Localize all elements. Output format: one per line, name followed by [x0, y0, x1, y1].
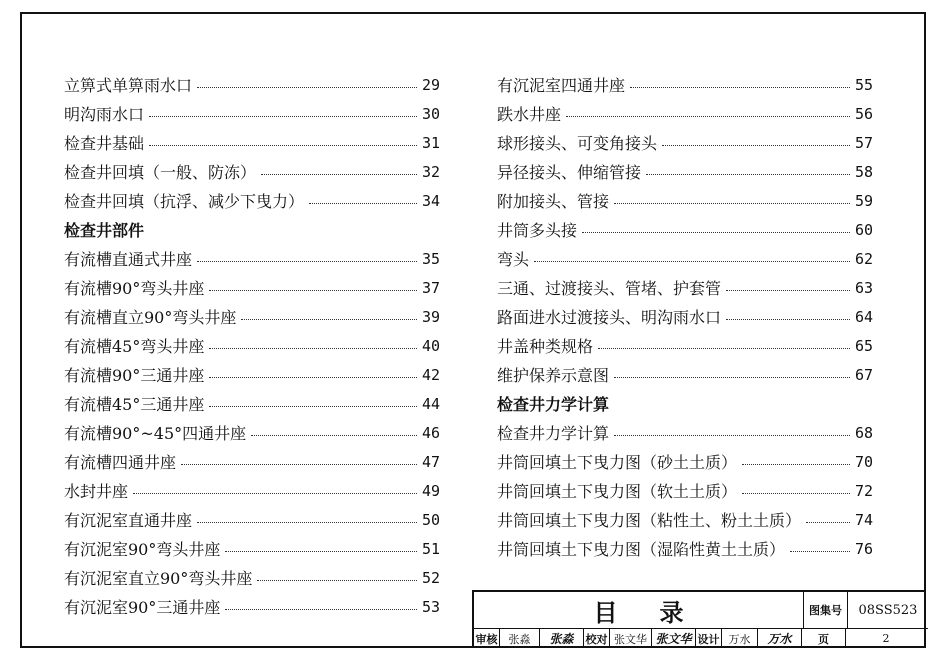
toc-leader-dots [209, 348, 417, 349]
toc-entry-page: 53 [421, 597, 440, 616]
toc-entry-title: 检查井基础 [64, 134, 145, 153]
toc-leader-dots [598, 348, 850, 349]
toc-entry-page: 67 [854, 365, 873, 384]
toc-leader-dots [149, 145, 417, 146]
design-label: 设计 [696, 629, 722, 648]
toc-entry-title: 有流槽90°~45°四通井座 [64, 424, 247, 443]
toc-entry-page: 76 [854, 539, 873, 558]
toc-entry-page: 62 [854, 249, 873, 268]
toc-entry-title: 井盖种类规格 [497, 337, 594, 356]
toc-entry[interactable] [497, 331, 873, 360]
toc-entry-page: 47 [421, 452, 440, 471]
toc-entry[interactable] [64, 447, 440, 476]
toc-entry-page: 57 [854, 133, 873, 152]
toc-entry[interactable] [64, 99, 440, 128]
toc-entry-title: 有流槽90°弯头井座 [64, 279, 205, 298]
toc-entry-title: 井筒回填土下曳力图（砂土土质） [497, 453, 738, 472]
toc-entry[interactable] [497, 99, 873, 128]
toc-entry-page: 37 [421, 278, 440, 297]
designer-name: 万水 [722, 629, 758, 648]
toc-leader-dots [726, 290, 850, 291]
toc-entry-title: 检查井部件 [64, 221, 145, 240]
toc-entry-page: 30 [421, 104, 440, 123]
toc-entry[interactable] [497, 302, 873, 331]
atlas-number: 08SS523 [848, 592, 928, 629]
toc-leader-dots [790, 551, 850, 552]
toc-entry[interactable] [64, 302, 440, 331]
toc-entry-title: 明沟雨水口 [64, 105, 145, 124]
toc-leader-dots [181, 464, 417, 465]
title-block [472, 590, 926, 648]
toc-leader-dots [742, 493, 850, 494]
checker-signature: 张文华 [652, 629, 696, 648]
toc-entry-page: 46 [421, 423, 440, 442]
toc-leader-dots [806, 522, 850, 523]
toc-entry[interactable] [64, 128, 440, 157]
toc-entry[interactable] [497, 360, 873, 389]
toc-entry-title: 立箅式单箅雨水口 [64, 76, 193, 95]
checker-name: 张文华 [610, 629, 652, 648]
toc-entry-title: 三通、过渡接头、管堵、护套管 [497, 279, 722, 298]
toc-entry-title: 附加接头、管接 [497, 192, 610, 211]
toc-leader-dots [257, 580, 417, 581]
toc-entry[interactable] [497, 273, 873, 302]
toc-entry-page: 72 [854, 481, 873, 500]
toc-entry[interactable] [497, 476, 873, 505]
toc-entry[interactable] [64, 534, 440, 563]
toc-entry[interactable] [497, 186, 873, 215]
toc-entry[interactable] [64, 476, 440, 505]
toc-leader-dots [614, 377, 850, 378]
toc-leader-dots [630, 87, 850, 88]
toc-entry-page: 51 [421, 539, 440, 558]
toc-entry-page: 74 [854, 510, 873, 529]
toc-entry-page: 60 [854, 220, 873, 239]
toc-entry[interactable] [497, 70, 873, 99]
reviewer-name: 张淼 [500, 629, 540, 648]
toc-entry-title: 球形接头、可变角接头 [497, 134, 658, 153]
toc-entry[interactable] [64, 389, 440, 418]
toc-entry-page: 55 [854, 75, 873, 94]
toc-entry-page: 49 [421, 481, 440, 500]
toc-leader-dots [209, 377, 417, 378]
toc-entry-title: 有沉泥室90°三通井座 [64, 598, 221, 617]
toc-entry-page: 59 [854, 191, 873, 210]
toc-entry-title: 有流槽直通式井座 [64, 250, 193, 269]
toc-entry-title: 有流槽四通井座 [64, 453, 177, 472]
toc-leader-dots [309, 203, 417, 204]
toc-right-column [497, 70, 873, 563]
toc-entry-page: 32 [421, 162, 440, 181]
toc-entry-page: 34 [421, 191, 440, 210]
toc-entry-page: 50 [421, 510, 440, 529]
designer-signature: 万水 [758, 629, 802, 648]
toc-entry[interactable] [64, 418, 440, 447]
reviewer-signature: 张淼 [540, 629, 584, 648]
toc-entry-title: 井筒回填土下曳力图（粘性土、粉土土质） [497, 511, 802, 530]
toc-entry-title: 路面进水过渡接头、明沟雨水口 [497, 308, 722, 327]
toc-leader-dots [261, 174, 417, 175]
toc-entry-title: 水封井座 [64, 482, 129, 501]
toc-entry[interactable] [497, 157, 873, 186]
toc-entry-page: 56 [854, 104, 873, 123]
toc-entry[interactable] [64, 360, 440, 389]
toc-entry-page: 29 [421, 75, 440, 94]
toc-leader-dots [614, 435, 850, 436]
page-number: 2 [882, 632, 890, 645]
toc-entry-title: 异径接头、伸缩管接 [497, 163, 642, 182]
toc-entry-page: 65 [854, 336, 873, 355]
toc-entry[interactable] [64, 186, 440, 215]
toc-leader-dots [197, 261, 417, 262]
toc-entry-page: 58 [854, 162, 873, 181]
toc-entry-title: 有流槽45°三通井座 [64, 395, 205, 414]
toc-entry-title: 井筒回填土下曳力图（软土土质） [497, 482, 738, 501]
toc-entry[interactable] [497, 128, 873, 157]
check-label: 校对 [584, 629, 610, 648]
toc-entry[interactable] [64, 244, 440, 273]
toc-leader-dots [742, 464, 850, 465]
toc-left-column [64, 70, 440, 621]
page-label: 页 [802, 629, 846, 648]
toc-entry[interactable] [497, 244, 873, 273]
toc-entry[interactable] [497, 534, 873, 563]
toc-leader-dots [251, 435, 417, 436]
toc-entry[interactable] [64, 505, 440, 534]
toc-entry-title: 有沉泥室直立90°弯头井座 [64, 569, 253, 588]
toc-entry-title: 检查井力学计算 [497, 424, 610, 443]
toc-leader-dots [209, 290, 417, 291]
toc-entry-page: 31 [421, 133, 440, 152]
toc-entry-page: 42 [421, 365, 440, 384]
toc-entry[interactable] [64, 157, 440, 186]
toc-leader-dots [197, 522, 417, 523]
toc-leader-dots [209, 406, 417, 407]
toc-entry-page: 68 [854, 423, 873, 442]
toc-entry[interactable] [497, 215, 873, 244]
toc-entry-title: 有沉泥室90°弯头井座 [64, 540, 221, 559]
toc-leader-dots [566, 116, 850, 117]
toc-leader-dots [241, 319, 417, 320]
toc-entry[interactable] [64, 563, 440, 592]
toc-leader-dots [614, 203, 850, 204]
toc-entry-page: 39 [421, 307, 440, 326]
toc-entry-page: 35 [421, 249, 440, 268]
atlas-number-label: 图集号 [804, 592, 848, 629]
toc-leader-dots [225, 609, 417, 610]
toc-leader-dots [225, 551, 417, 552]
toc-entry[interactable] [497, 505, 873, 534]
toc-leader-dots [646, 174, 850, 175]
toc-entry-title: 有沉泥室直通井座 [64, 511, 193, 530]
toc-entry-title: 检查井回填（一般、防冻） [64, 163, 257, 182]
toc-entry-title: 井筒多头接 [497, 221, 578, 240]
toc-entry[interactable] [497, 447, 873, 476]
toc-entry-title: 有流槽直立90°弯头井座 [64, 308, 237, 327]
toc-entry-title: 跌水井座 [497, 105, 562, 124]
toc-entry-page: 40 [421, 336, 440, 355]
toc-entry-page: 63 [854, 278, 873, 297]
toc-section-heading [497, 389, 873, 418]
toc-entry-title: 检查井回填（抗浮、减少下曳力） [64, 192, 305, 211]
toc-entry-title: 有流槽45°弯头井座 [64, 337, 205, 356]
toc-entry-page: 52 [421, 568, 440, 587]
title-block-signatures [474, 629, 926, 648]
review-label: 审核 [474, 629, 500, 648]
toc-entry[interactable] [64, 331, 440, 360]
toc-leader-dots [149, 116, 417, 117]
toc-entry-page: 64 [854, 307, 873, 326]
toc-leader-dots [582, 232, 850, 233]
toc-entry-title: 有沉泥室四通井座 [497, 76, 626, 95]
toc-entry-title: 维护保养示意图 [497, 366, 610, 385]
toc-leader-dots [662, 145, 850, 146]
toc-leader-dots [133, 493, 417, 494]
title-block-title: 目录 [474, 592, 804, 629]
toc-section-heading [64, 215, 440, 244]
toc-leader-dots [726, 319, 850, 320]
toc-leader-dots [197, 87, 417, 88]
toc-entry[interactable] [64, 70, 440, 99]
toc-entry-title: 弯头 [497, 250, 530, 269]
toc-entry[interactable] [497, 418, 873, 447]
toc-entry-title: 检查井力学计算 [497, 395, 610, 414]
toc-entry[interactable] [64, 592, 440, 621]
toc-entry-page: 70 [854, 452, 873, 471]
toc-entry-page: 44 [421, 394, 440, 413]
toc-leader-dots [534, 261, 850, 262]
toc-entry-title: 井筒回填土下曳力图（湿陷性黄土土质） [497, 540, 786, 559]
toc-entry[interactable] [64, 273, 440, 302]
toc-entry-title: 有流槽90°三通井座 [64, 366, 205, 385]
